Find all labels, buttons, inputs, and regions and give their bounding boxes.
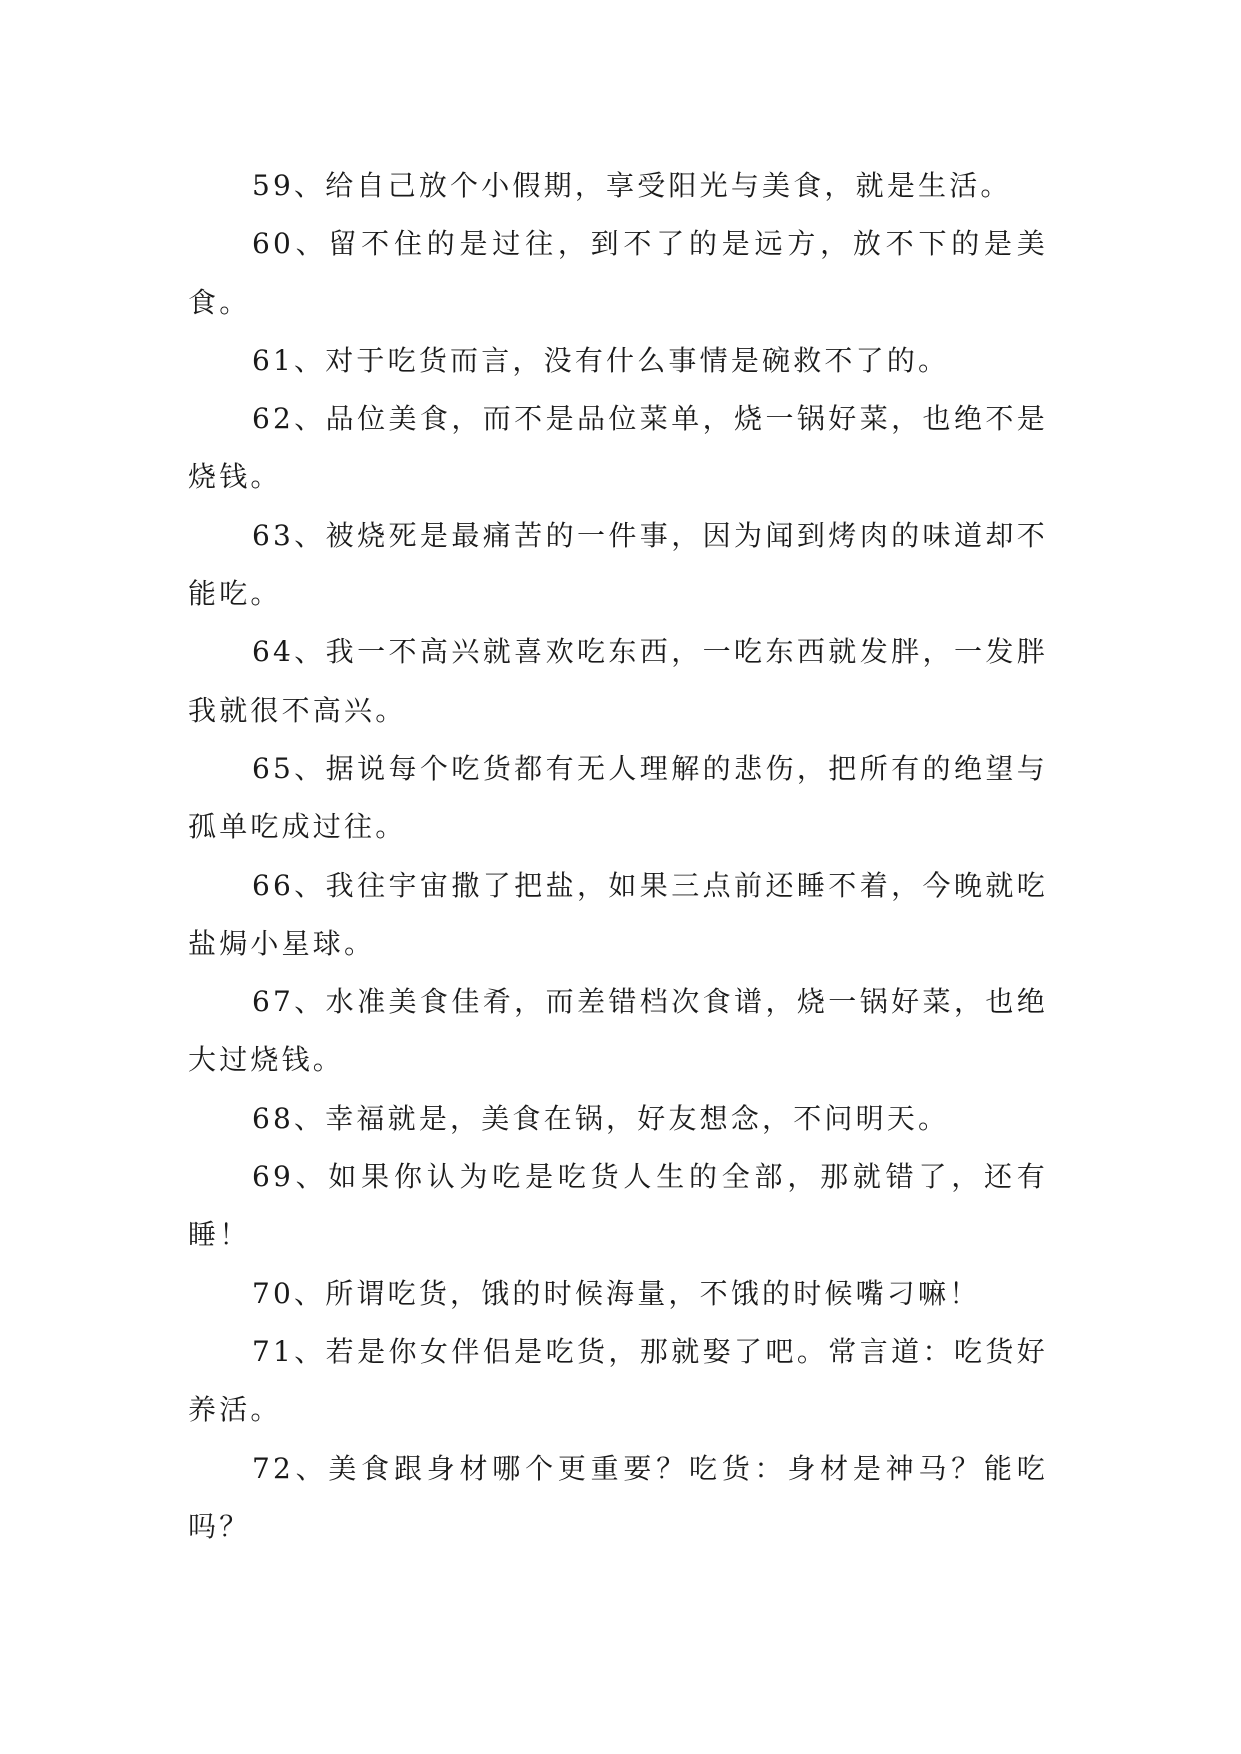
document-body: [188, 157, 1048, 1556]
paragraph-68: 68、幸福就是，美食在锅，好友想念，不问明天。: [252, 1101, 950, 1135]
paragraph-59: 59、给自己放个小假期，享受阳光与美食，就是生活。: [252, 169, 1012, 202]
paragraph-64: 64、我一不高兴就喜欢吃东西，一吃东西就发胖，一发胖我就很不高兴。: [188, 635, 1048, 727]
paragraph-67: 67、水准美食佳肴，而差错档次食谱，烧一锅好菜，也绝大过烧钱。: [188, 985, 1048, 1077]
paragraph-70: 70、所谓吃货，饿的时候海量，不饿的时候嘴刁嘛！: [252, 1276, 981, 1310]
paragraph-69: 69、如果你认为吃是吃货人生的全部，那就错了，还有睡！: [188, 1160, 1048, 1252]
paragraph-66: 66、我往宇宙撒了把盐，如果三点前还睡不着，今晚就吃盐焗小星球。: [188, 868, 1048, 960]
paragraph-63: 63、被烧死是最痛苦的一件事，因为闻到烤肉的味道却不能吃。: [188, 518, 1048, 611]
paragraph-60: 60、留不住的是过往，到不了的是远方，放不下的是美食。: [188, 227, 1048, 319]
paragraph-62: 62、品位美食，而不是品位菜单，烧一锅好菜，也绝不是烧钱。: [188, 402, 1048, 494]
paragraph-72: 72、美食跟身材哪个更重要？吃货：身材是神马？能吃吗？: [188, 1451, 1048, 1543]
paragraph-65: 65、据说每个吃货都有无人理解的悲伤，把所有的绝望与孤单吃成过往。: [188, 751, 1048, 844]
paragraph-61: 61、对于吃货而言，没有什么事情是碗救不了的。: [252, 343, 950, 377]
paragraph-71: 71、若是你女伴侣是吃货，那就娶了吧。常言道：吃货好养活。: [188, 1334, 1048, 1427]
